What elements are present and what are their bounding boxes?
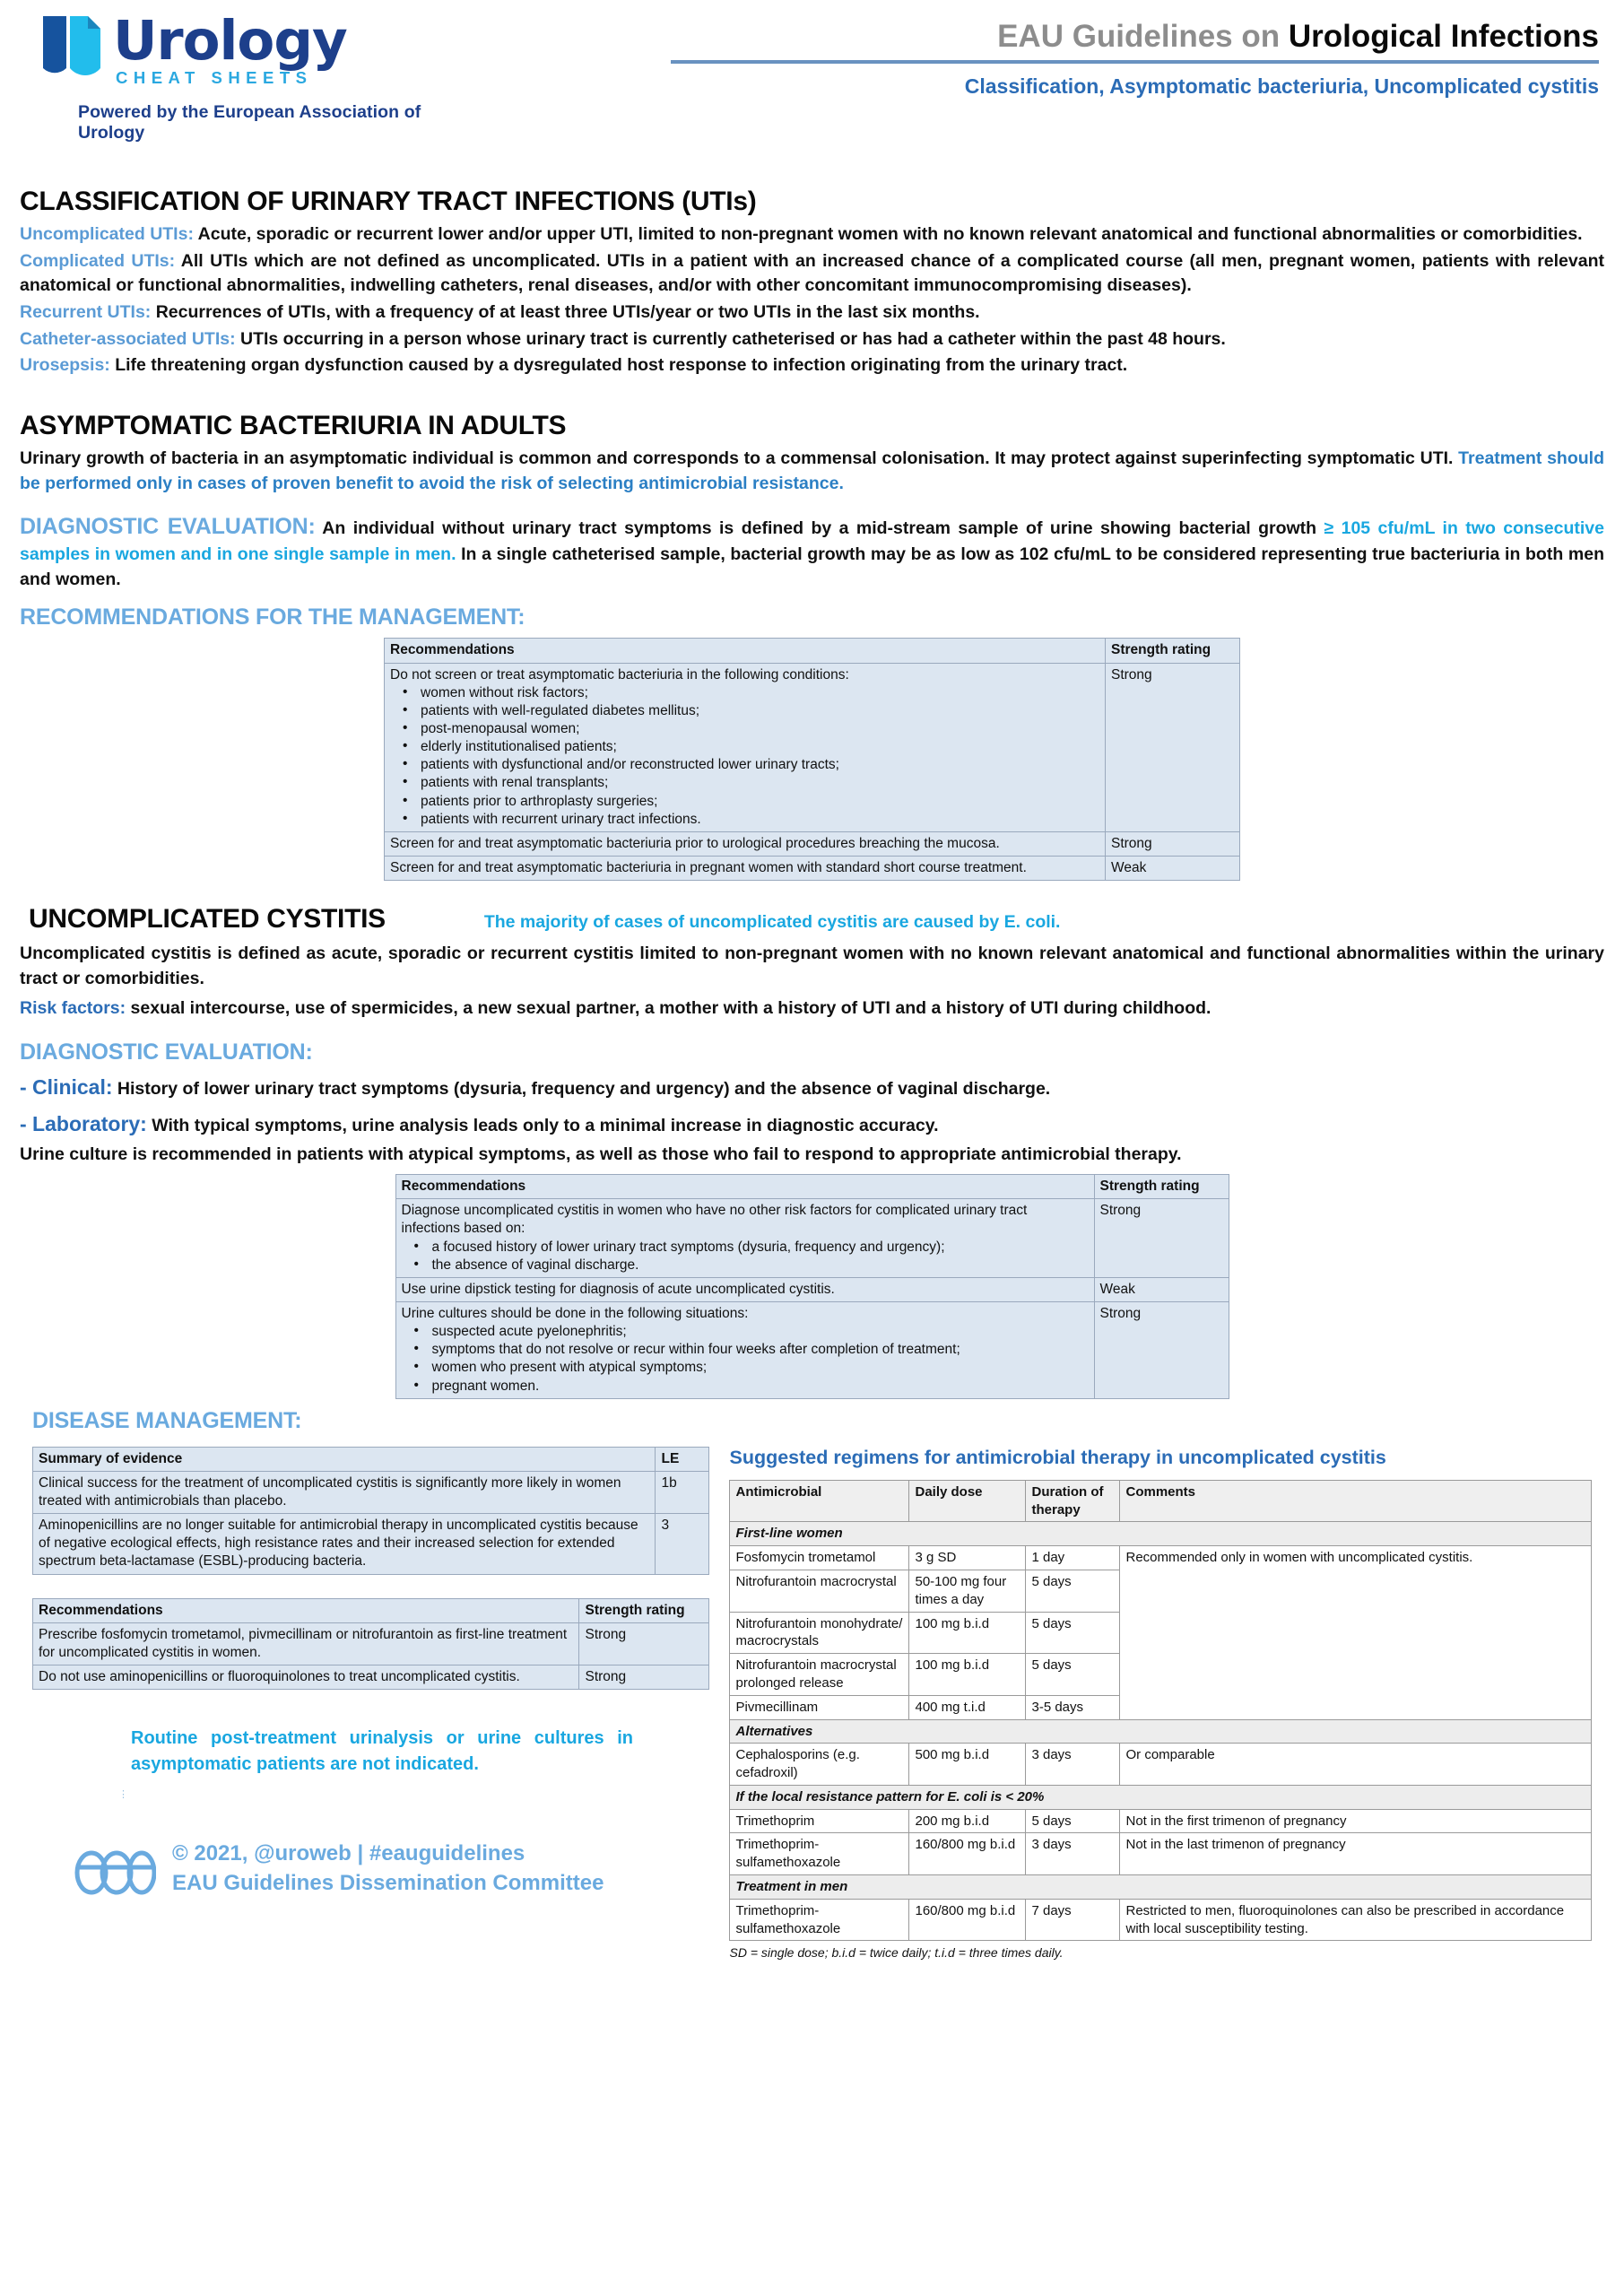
table-group-row [730, 1522, 1592, 1546]
cystitis-risk-factors [20, 996, 1604, 1022]
footer-text-block [172, 1839, 604, 1898]
asymptomatic-diagnostic-highlight: ≥ 105 cfu/mL in two consecutive samples in women and in one single sample in men. [20, 517, 1604, 564]
recommendation-cell: Screen for and treat asymptomatic bacteriuria in pregnant women with standard short course treatment. [385, 856, 1106, 880]
dose-cell: 100 mg b.i.d [909, 1612, 1026, 1654]
clinical-text: History of lower urinary tract symptoms (dysuria, frequency and urgency) and the absence of vaginal discharge. [112, 1079, 1051, 1100]
classification-item [20, 353, 1604, 378]
evidence-level-cell: 3 [656, 1514, 709, 1574]
risk-factors-text: sexual intercourse, use of spermicides, a new sexual partner, a mother with a history of UTI and a history of UTI during childhood. [126, 998, 1211, 1019]
recommendation-cell [385, 663, 1106, 831]
classification-item-label: Uncomplicated UTIs: [20, 224, 194, 244]
recommendation-cell [395, 1302, 1094, 1399]
cystitis-heading-row [20, 904, 1604, 935]
table-row [385, 663, 1240, 831]
column-header-recommendations: Recommendations [385, 639, 1106, 663]
column-header-strength: Strength rating [1106, 639, 1240, 663]
classification-item [20, 249, 1604, 299]
column-header-recommendations: Recommendations [33, 1598, 579, 1622]
footer-copyright: © 2021, @uroweb | #eauguidelines [172, 1841, 525, 1866]
drug-name-cell: Trimethoprim-sulfamethoxazole [730, 1833, 909, 1875]
table-row [730, 1899, 1592, 1941]
group-label: Alternatives [730, 1719, 1592, 1744]
column-header-comments: Comments [1120, 1480, 1592, 1522]
laboratory-text: With typical symptoms, urine analysis leads only to a minimal increase in diagnostic accuracy. [146, 1115, 939, 1135]
comment-cell: Not in the last trimenon of pregnancy [1120, 1833, 1592, 1875]
list-item: • patients with well-regulated diabetes mellitus; [421, 702, 1099, 720]
strength-rating-cell: Strong [1106, 831, 1240, 856]
cystitis-heading: UNCOMPLICATED CYSTITIS [29, 904, 386, 935]
strength-rating-cell: Strong [1106, 663, 1240, 831]
duration-cell: 5 days [1026, 1809, 1120, 1833]
asymptomatic-intro-highlight: Treatment should be performed only in cases of proven benefit to avoid the risk of selecting antimicrobial resistance. [20, 448, 1604, 493]
drug-name-cell: Nitrofurantoin macrocrystal [730, 1570, 909, 1612]
asymptomatic-recommendations-table [384, 638, 1240, 881]
classification-item-label: Complicated UTIs: [20, 250, 176, 271]
asymptomatic-recommendations-heading: RECOMMENDATIONS FOR THE MANAGEMENT: [20, 604, 525, 631]
column-header-antimicrobial: Antimicrobial [730, 1480, 909, 1522]
disease-management-columns [20, 1447, 1604, 1961]
table-row [33, 1622, 709, 1665]
classification-item-text: Acute, sporadic or recurrent lower and/or upper UTI, limited to non-pregnant women with no known relevant anatomical and functional abnormalities or comorbidities. [193, 224, 1583, 244]
brand-logo-block [38, 11, 468, 144]
duration-cell: 3-5 days [1026, 1695, 1120, 1719]
page-title-emphasis: Urological Infections [1288, 19, 1599, 54]
cystitis-laboratory-extra: Urine culture is recommended in patients with atypical symptoms, as well as those who fail to respond to appropriate antimicrobial therapy. [20, 1144, 1182, 1164]
classification-item-label: Catheter-associated UTIs: [20, 328, 236, 349]
drug-name-cell: Nitrofurantoin monohydrate/ macrocrystals [730, 1612, 909, 1654]
classification-item-text: UTIs occurring in a person whose urinary tract is currently catheterised or has had a catheter within the past 48 hours. [235, 328, 1226, 349]
summary-of-evidence-table [32, 1447, 709, 1575]
list-item: • women who present with atypical symptoms; [432, 1359, 1089, 1377]
duration-cell: 5 days [1026, 1612, 1120, 1654]
drug-name-cell: Pivmecillinam [730, 1695, 909, 1719]
ecoli-note: The majority of cases of uncomplicated cystitis are caused by E. coli. [483, 912, 1061, 933]
column-header-daily-dose: Daily dose [909, 1480, 1026, 1522]
comment-cell: Recommended only in women with uncomplicated cystitis. [1120, 1546, 1592, 1719]
duration-cell: 5 days [1026, 1654, 1120, 1696]
classification-item-text: Recurrences of UTIs, with a frequency of at least three UTIs/year or two UTIs in the last six months. [151, 302, 980, 323]
strength-rating-cell: Weak [1094, 1277, 1229, 1301]
eau-logo-icon [74, 1840, 156, 1898]
asymptomatic-heading: ASYMPTOMATIC BACTERIURIA IN ADULTS [20, 411, 567, 441]
title-divider [671, 60, 1599, 64]
column-header-duration: Duration of therapy [1026, 1480, 1120, 1522]
logo-tagline-text: CHEAT SHEETS [116, 68, 313, 88]
group-label: If the local resistance pattern for E. coli is < 20% [730, 1785, 1592, 1809]
table-row [730, 1744, 1592, 1786]
table-row [730, 1546, 1592, 1570]
antimicrobial-regimen-table [729, 1480, 1592, 1942]
table-group-row [730, 1875, 1592, 1900]
drug-name-cell: Trimethoprim-sulfamethoxazole [730, 1899, 909, 1941]
dose-cell: 100 mg b.i.d [909, 1654, 1026, 1696]
table-row [33, 1471, 709, 1513]
list-item: • patients with renal transplants; [421, 774, 1099, 792]
duration-cell: 7 days [1026, 1899, 1120, 1941]
list-item: • suspected acute pyelonephritis; [432, 1323, 1089, 1341]
asymptomatic-diagnostic [20, 511, 1604, 593]
table-row [730, 1833, 1592, 1875]
dose-cell: 400 mg t.i.d [909, 1695, 1026, 1719]
table-header-row [730, 1480, 1592, 1522]
column-header-recommendations: Recommendations [395, 1175, 1094, 1199]
clinical-label: - Clinical: [20, 1075, 113, 1100]
classification-item-text: All UTIs which are not defined as uncomplicated. UTIs in a patient with an increased chance of a complicated course (all men, pregnant women, patients with relevant anatomical or functional abnormalities, indwelling catheters, renal diseases, and/or with other concomitant immunocompromising diseases). [20, 250, 1604, 296]
regimen-table-title: Suggested regimens for antimicrobial therapy in uncomplicated cystitis [729, 1446, 1386, 1468]
recommendation-cell: Use urine dipstick testing for diagnosis of acute uncomplicated cystitis. [395, 1277, 1094, 1301]
asymptomatic-diagnostic-text-2: In a single catheterised sample, bacterial growth may be as low as 102 cfu/mL to be considered representing true bacteriuria in both men and women. [20, 544, 1604, 589]
logo-brand-text: Urology [113, 9, 347, 74]
drug-name-cell: Fosfomycin trometamol [730, 1546, 909, 1570]
asymptomatic-diagnostic-text-1: An individual without urinary tract symptoms is defined by a mid-stream sample of urine showing bacterial growth [315, 517, 1324, 538]
disease-management-right-column [729, 1447, 1592, 1961]
table-row [385, 831, 1240, 856]
list-item: • patients with recurrent urinary tract infections. [421, 811, 1099, 829]
column-header-strength: Strength rating [1094, 1175, 1229, 1199]
duration-cell: 5 days [1026, 1570, 1120, 1612]
recommendation-cell: Do not use aminopenicillins or fluoroquinolones to treat uncomplicated cystitis. [33, 1665, 579, 1690]
evidence-level-cell: 1b [656, 1471, 709, 1513]
table-header-row [33, 1447, 709, 1471]
strength-rating-cell: Strong [1094, 1302, 1229, 1399]
table-row [395, 1302, 1229, 1399]
classification-item-label: Recurrent UTIs: [20, 302, 152, 323]
strength-rating-cell: Strong [579, 1665, 709, 1690]
comment-cell: Not in the first trimenon of pregnancy [1120, 1809, 1592, 1833]
disease-management-heading: DISEASE MANAGEMENT: [32, 1407, 302, 1433]
asymptomatic-intro [20, 447, 1604, 496]
dose-cell: 500 mg b.i.d [909, 1744, 1026, 1786]
table-row [33, 1514, 709, 1574]
list-item: • women without risk factors; [421, 684, 1099, 702]
recommendation-cell: Prescribe fosfomycin trometamol, pivmecillinam or nitrofurantoin as first-line treatment for uncomplicated cystitis in women. [33, 1622, 579, 1665]
list-item: • patients prior to arthroplasty surgeries; [421, 793, 1099, 811]
page-title-prefix: EAU Guidelines on [997, 19, 1289, 54]
powered-by-text: Powered by the European Association of Urology [78, 102, 421, 143]
comment-cell: Restricted to men, fluoroquinolones can also be prescribed in accordance with local susceptibility testing. [1120, 1899, 1592, 1941]
table-group-row [730, 1785, 1592, 1809]
asymptomatic-diagnostic-label: DIAGNOSTIC EVALUATION: [20, 513, 316, 539]
recommendation-bullet-list [390, 684, 1099, 829]
list-item: • elderly institutionalised patients; [421, 738, 1099, 756]
recommendation-bullet-list [402, 1323, 1089, 1396]
risk-factors-label: Risk factors: [20, 998, 126, 1019]
decorative-tick: ⋮ [118, 1789, 128, 1801]
list-item: • the absence of vaginal discharge. [432, 1257, 1089, 1274]
treatment-recommendations-table [32, 1598, 709, 1691]
recommendation-bullet-list [402, 1239, 1089, 1274]
dose-cell: 50-100 mg four times a day [909, 1570, 1026, 1612]
table-row [730, 1809, 1592, 1833]
cystitis-diagnostic-heading: DIAGNOSTIC EVALUATION: [20, 1039, 313, 1065]
recommendation-cell [395, 1199, 1094, 1278]
table-header-row [385, 639, 1240, 663]
classification-item-text: Life threatening organ dysfunction caused by a dysregulated host response to infection originating from the urinary tract. [109, 355, 1128, 376]
disease-management-left-column [32, 1447, 709, 1961]
classification-item [20, 222, 1604, 248]
list-item: • patients with dysfunctional and/or reconstructed lower urinary tracts; [421, 756, 1099, 774]
dose-cell: 3 g SD [909, 1546, 1026, 1570]
classification-heading: CLASSIFICATION OF URINARY TRACT INFECTIONS (UTIs) [20, 187, 757, 216]
column-header-summary: Summary of evidence [33, 1447, 656, 1471]
urology-logo-icon [38, 11, 108, 90]
column-header-strength: Strength rating [579, 1598, 709, 1622]
header-title-block [541, 20, 1599, 99]
drug-name-cell: Trimethoprim [730, 1809, 909, 1833]
drug-name-cell: Cephalosporins (e.g. cefadroxil) [730, 1744, 909, 1786]
list-item: • a focused history of lower urinary tract symptoms (dysuria, frequency and urgency); [432, 1239, 1089, 1257]
duration-cell: 3 days [1026, 1833, 1120, 1875]
recommendation-cell: Screen for and treat asymptomatic bacteriuria prior to urological procedures breaching the mucosa. [385, 831, 1106, 856]
dose-cell: 160/800 mg b.i.d [909, 1833, 1026, 1875]
recommendation-lead: Urine cultures should be done in the following situations: [401, 1306, 749, 1322]
classification-item-label: Urosepsis: [20, 355, 110, 376]
regimen-table-footnote: SD = single dose; b.i.d = twice daily; t.i.d = three times daily. [729, 1945, 1064, 1961]
table-header-row [395, 1175, 1229, 1199]
cystitis-recommendations-table [395, 1174, 1229, 1399]
table-group-row [730, 1719, 1592, 1744]
footer-committee: EAU Guidelines Dissemination Committee [172, 1870, 604, 1895]
page-subtitle: Classification, Asymptomatic bacteriuria, Uncomplicated cystitis [964, 74, 1599, 98]
drug-name-cell: Nitrofurantoin macrocrystal prolonged release [730, 1654, 909, 1696]
evidence-cell: Aminopenicillins are no longer suitable for antimicrobial therapy in uncomplicated cystitis because of negative ecological effects, high resistance rates and their increased selection for extended spectrum beta-lactamase (ESBL)-producing bacteria. [33, 1514, 656, 1574]
cystitis-definition: Uncomplicated cystitis is defined as acute, sporadic or recurrent cystitis limited to non-pregnant women with no known relevant anatomical and functional abnormalities within the urinary tract or comorbidities. [20, 944, 1604, 988]
page-header [0, 0, 1624, 179]
comment-cell: Or comparable [1120, 1744, 1592, 1786]
column-header-le: LE [656, 1447, 709, 1471]
strength-rating-cell: Strong [1094, 1199, 1229, 1278]
strength-rating-cell: Weak [1106, 856, 1240, 880]
list-item: • post-menopausal women; [421, 720, 1099, 738]
duration-cell: 3 days [1026, 1744, 1120, 1786]
page-title [541, 20, 1599, 55]
evidence-cell: Clinical success for the treatment of uncomplicated cystitis is significantly more likely in women treated with antimicrobials than placebo. [33, 1471, 656, 1513]
table-row [33, 1665, 709, 1690]
laboratory-label: - Laboratory: [20, 1111, 147, 1135]
strength-rating-cell: Strong [579, 1622, 709, 1665]
group-label: Treatment in men [730, 1875, 1592, 1900]
cystitis-laboratory [20, 1109, 1604, 1139]
table-header-row [33, 1598, 709, 1622]
cystitis-clinical [20, 1073, 1604, 1102]
asymptomatic-intro-text: Urinary growth of bacteria in an asymptomatic individual is common and corresponds to a commensal colonisation. It may protect against superinfecting symptomatic UTI. [20, 448, 1459, 469]
list-item: • symptoms that do not resolve or recur within four weeks after completion of treatment; [432, 1341, 1089, 1359]
post-treatment-note: Routine post-treatment urinalysis or urine cultures in asymptomatic patients are not indicated. [131, 1728, 633, 1775]
page-footer [74, 1839, 709, 1898]
duration-cell: 1 day [1026, 1546, 1120, 1570]
classification-item [20, 300, 1604, 326]
table-row [395, 1199, 1229, 1278]
recommendation-lead: Diagnose uncomplicated cystitis in women who have no other risk factors for complicated urinary tract infections based on: [401, 1203, 1028, 1237]
table-row [395, 1277, 1229, 1301]
list-item: • pregnant women. [432, 1378, 1089, 1396]
classification-item [20, 327, 1604, 352]
dose-cell: 160/800 mg b.i.d [909, 1899, 1026, 1941]
dose-cell: 200 mg b.i.d [909, 1809, 1026, 1833]
recommendation-lead: Do not screen or treat asymptomatic bacteriuria in the following conditions: [390, 666, 849, 683]
group-label: First-line women [730, 1522, 1592, 1546]
table-row [385, 856, 1240, 880]
